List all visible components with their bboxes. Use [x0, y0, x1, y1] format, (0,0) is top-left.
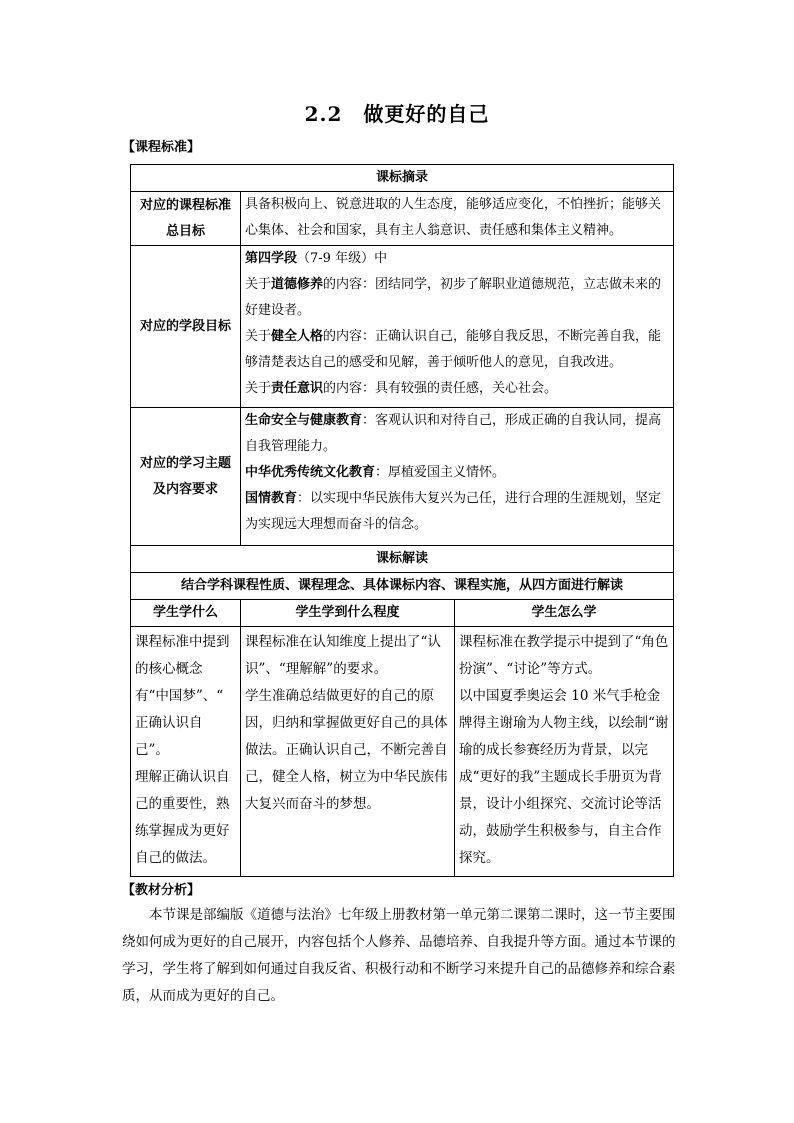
section-heading-analysis: 【教材分析】: [122, 883, 201, 898]
section-heading-standard: 【课程标准】: [122, 140, 201, 155]
row2-label: 对应的学段目标: [131, 246, 241, 408]
keyword-personality: 健全人格: [271, 329, 324, 344]
interpret-header: 课标解读: [131, 546, 674, 573]
interpret-subheader: 结合学科课程性质、课程理念、具体课标内容、课程实施，从四方面进行解读: [131, 573, 674, 600]
col2-header: 学生学到什么程度: [241, 600, 455, 627]
keyword-national: 国情教育: [245, 491, 298, 506]
page-title: 2.2 做更好的自己: [304, 102, 490, 126]
keyword-culture: 中华优秀传统文化教育: [245, 465, 376, 480]
col1-content: 课程标准中提到的核心概念有“中国梦”、“ 正确认识自己”。 理解正确认识自己的重要性，熟练掌握成为更好自己的做法。: [131, 627, 241, 877]
col3-header: 学生怎么学: [455, 600, 674, 627]
excerpt-header: 课标摘录: [131, 165, 674, 192]
stage-suffix: （7-9 年级）中: [297, 251, 388, 266]
curriculum-table: [130, 164, 674, 877]
keyword-responsibility: 责任意识: [271, 381, 324, 396]
row3-label: 对应的学习主题及内容要求: [131, 408, 241, 546]
col2-content: 课程标准在认知维度上提出了“认识”、“理解解”的要求。 学生准确总结做更好的自己的原因，归纳和掌握做更好自己的具体做法。正确认识自己，不断完善自己，健全人格，树立为中华民族伟大复兴而奋斗的梦想。: [241, 627, 455, 877]
keyword-safety: 生命安全与健康教育: [245, 413, 363, 428]
row1-content: 具备积极向上、锐意进取的人生态度，能够适应变化，不怕挫折；能够关心集体、社会和国家，具有主人翁意识、责任感和集体主义精神。: [241, 192, 674, 246]
analysis-paragraph: 本节课是部编版《道德与法治》七年级上册教材第一单元第二课第二课时，这一节主要围绕如何成为更好的自己展开，内容包括个人修养、品德培养、自我提升等方面。通过本节课的学习，学生将了解到如何通过自我反省、积极行动和不断学习来提升自己的品德修养和综合素质，从而成为更好的自己。: [122, 907, 676, 1004]
col1-header: 学生学什么: [131, 600, 241, 627]
keyword-moral: 道德修养: [271, 277, 324, 292]
row1-label: 对应的课程标准总目标: [131, 192, 241, 246]
col3-content: 课程标准在教学提示中提到了“角色扮演”、“讨论”等方式。 以中国夏季奥运会 10 米气手枪金牌得主谢瑜为人物主线，以绘制“谢瑜的成长参赛经历为背景，以完成“更好的我”主题成长手册页为背景，设计小组探究、交流讨论等活动，鼓励学生积极参与，自主合作探究。: [455, 627, 674, 877]
row3-content: 生命安全与健康教育：客观认识和对待自己，形成正确的自我认同，提高自我管理能力。 中华优秀传统文化教育：厚植爱国主义情怀。 国情教育：以实现中华民族伟大复兴为己任，进行合理的生涯规划，坚定为实现远大理想而奋斗的信念。: [241, 408, 674, 546]
row2-content: 第四学段（7-9 年级）中 关于道德修养的内容：团结同学，初步了解职业道德规范，立志做未来的好建设者。 关于健全人格的内容：正确认识自己，能够自我反思，不断完善自我，能够清楚表达自己的感受和见解，善于倾听他人的意见，自我改进。 关于责任意识的内容：具有较强的责任感，关心社会。: [241, 246, 674, 408]
stage-name: 第四学段: [245, 251, 298, 266]
